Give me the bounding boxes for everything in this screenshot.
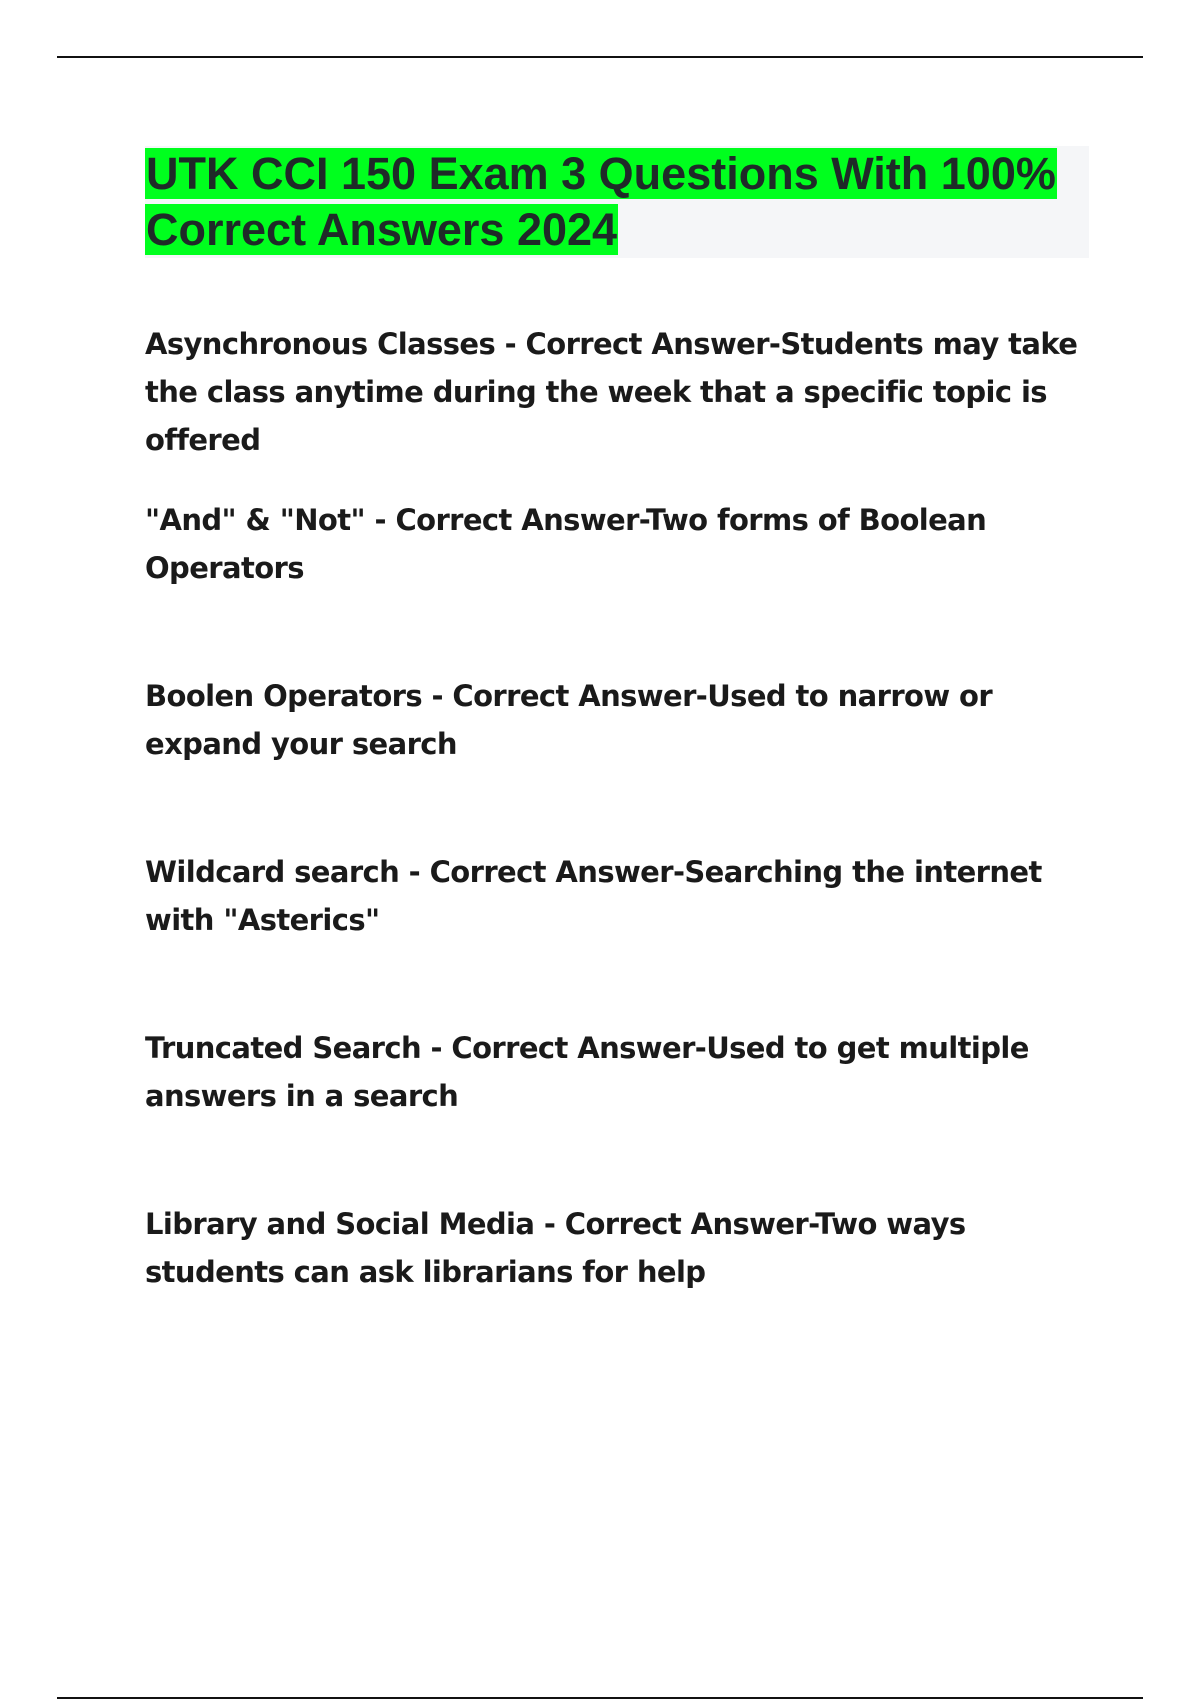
- title-block: [145, 146, 1089, 258]
- qa-item-wildcard-search: Wildcard search - Correct Answer-Searching the internet with "Asterics": [145, 855, 1042, 937]
- bottom-divider: [57, 1697, 1143, 1699]
- qa-item-asynchronous-classes: Asynchronous Classes - Correct Answer-Students may take the class anytime during the week that a specific topic is offered: [145, 327, 1078, 457]
- qa-item-boolen-operators: Boolen Operators - Correct Answer-Used to narrow or expand your search: [145, 679, 993, 761]
- qa-item-truncated-search: Truncated Search - Correct Answer-Used to get multiple answers in a search: [145, 1031, 1029, 1113]
- qa-item-library-social-media: Library and Social Media - Correct Answer-Two ways students can ask librarians for help: [145, 1207, 966, 1289]
- qa-item-and-not: "And" & "Not" - Correct Answer-Two forms of Boolean Operators: [145, 503, 987, 585]
- top-divider: [57, 56, 1143, 58]
- title-highlight: UTK CCI 150 Exam 3 Questions With 100% Correct Answers 2024: [146, 148, 1056, 255]
- qa-list: [145, 320, 1095, 1376]
- document-title: [145, 146, 1089, 258]
